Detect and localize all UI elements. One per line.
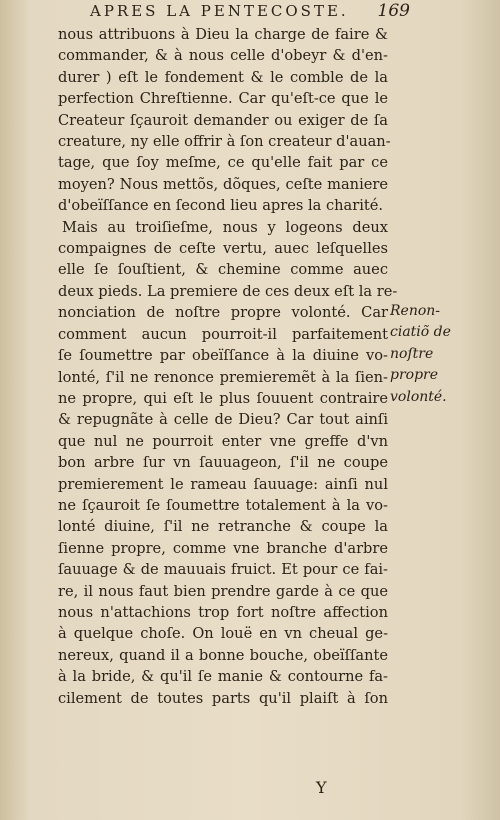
- text-line: elle ſe ſouſtient, & chemine comme auec: [58, 261, 388, 279]
- text-line: ſe ſoumettre par obeïſſance à la diuine vo-: [58, 347, 388, 365]
- text-line: ſauuage & de mauuais fruict. Et pour ce fai-: [58, 561, 388, 579]
- text-line: deux pieds. La premiere de ces deux eſt la re-: [58, 282, 398, 300]
- text-line: ne propre, qui eſt le plus ſouuent contraire: [58, 389, 388, 407]
- text-line: lonté diuine, ſ'il ne retranche & coupe la: [58, 518, 388, 536]
- text-line: creature, ny elle offrir à ſon createur d'auan-: [58, 133, 391, 151]
- text-line: tage, que ſoy meſme, ce qu'elle fait par ce: [58, 154, 388, 172]
- text-line: nous attribuons à Dieu la charge de faire &: [58, 26, 388, 43]
- page-number: 169: [377, 1, 410, 21]
- text-line: Createur ſçauroit demander ou exiger de ſa: [58, 111, 388, 129]
- marginal-note-line: noſtre: [390, 345, 434, 362]
- text-line: comment aucun pourroit-il parfaitement: [58, 325, 388, 343]
- text-line: d'obeïſſance en ſecond lieu apres la charité.: [58, 197, 384, 215]
- marginal-note: [390, 301, 470, 408]
- text-line: re, il nous faut bien prendre garde à ce que: [58, 582, 388, 600]
- text-line: cilement de toutes parts qu'il plaiſt à ſon: [58, 689, 388, 707]
- signature-mark: Y: [316, 778, 327, 797]
- running-header: [90, 1, 410, 21]
- text-line: nereux, quand il a bonne bouche, obeïſſante: [58, 646, 388, 664]
- text-line: à la bride, & qu'il ſe manie & contourne fa-: [58, 668, 388, 686]
- marginal-note-line: volonté.: [390, 388, 447, 405]
- text-line: que nul ne pourroit enter vne greffe d'vn: [58, 432, 388, 450]
- text-line: moyen? Nous mettõs, dõques, ceſte maniere: [58, 175, 388, 193]
- text-line: nous n'attachions trop fort noſtre affection: [58, 603, 388, 621]
- text-line: durer ) eſt le fondement & le comble de la: [58, 68, 388, 86]
- text-line: commander, & à nous celle d'obeyr & d'en-: [58, 47, 388, 65]
- text-line: premierement le rameau ſauuage: ainſi nul: [58, 475, 388, 493]
- main-text-block: [58, 24, 398, 709]
- marginal-note-line: ciatiõ de: [390, 324, 451, 341]
- text-line: ne ſçauroit ſe ſoumettre totalement à la vo-: [58, 496, 388, 514]
- text-line: lonté, ſ'il ne renonce premieremẽt à la ſien-: [58, 368, 388, 386]
- marginal-note-line: Renon-: [390, 303, 441, 319]
- text-line: bon arbre ſur vn ſauuageon, ſ'il ne coupe: [58, 454, 388, 472]
- text-line: Mais au troiſieſme, nous y logeons deux: [62, 218, 388, 236]
- marginal-note-line: propre: [390, 367, 439, 384]
- running-title: APRES LA PENTECOSTE.: [90, 2, 349, 20]
- text-line: ſienne propre, comme vne branche d'arbre: [58, 539, 388, 557]
- text-line: perfection Chreſtienne. Car qu'eſt-ce que le: [58, 90, 388, 108]
- text-line: à quelque choſe. On louë en vn cheual ge-: [58, 625, 388, 643]
- text-line: compaignes de ceſte vertu, auec leſquelles: [58, 240, 388, 258]
- text-line: & repugnãte à celle de Dieu? Car tout ainſi: [58, 411, 388, 429]
- text-line: nonciation de noſtre propre volonté. Car: [58, 304, 388, 322]
